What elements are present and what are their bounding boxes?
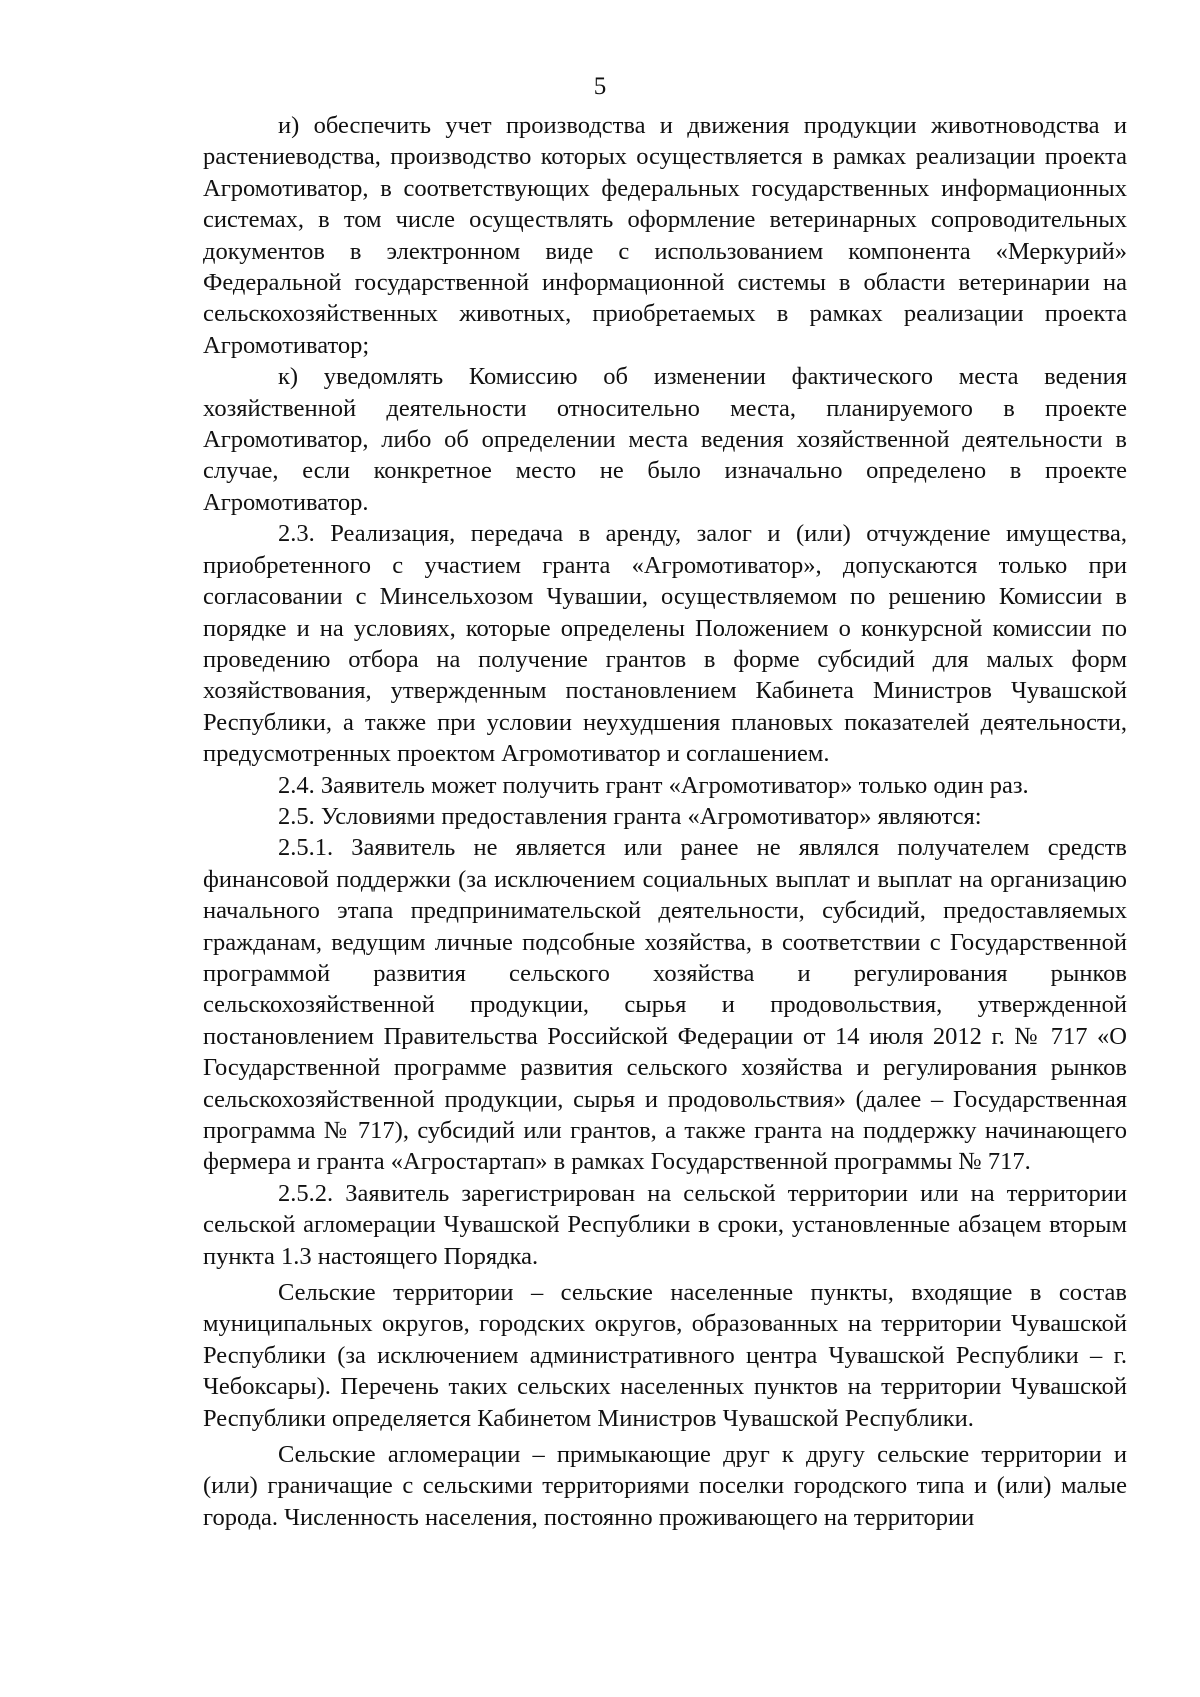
paragraph-2-3: 2.3. Реализация, передача в аренду, залог и (или) отчуждение имущества, приобретенного с участием гранта «Агромотиватор», допускаются только при согласовании с Минсельхозом Чувашии, осуществляемом по решению Комиссии в порядке и на условиях, которые определены Положением о конкурсной комиссии по проведению отбора на получение грантов в форме субсидий для малых форм хозяйствования, утвержденным постановлением Кабинета Министров Чувашской Республики, а также при условии неухудшения плановых показателей деятельности, предусмотренных проектом Агромотиватор и соглашением.	[203, 520, 1127, 768]
paragraph-k: к) уведомлять Комиссию об изменении фактического места ведения хозяйственной деятельности относительно места, планируемого в проекте Агромотиватор, либо об определении места ведения хозяйственной деятельности в случае, если конкретное место не было изначально определено в проекте Агромотиватор.	[203, 363, 1127, 516]
page-number: 5	[593, 73, 607, 100]
paragraph-2-5-1: 2.5.1. Заявитель не является или ранее не являлся получателем средств финансовой поддержки (за исключением социальных выплат и выплат на организацию начального этапа предпринимательской деятельности, субсидий, предоставляемых гражданам, ведущим личные подсобные хозяйства, в соответствии с Государственной программой развития сельского хозяйства и регулирования рынков сельскохозяйственной продукции, сырья и продовольствия, утвержденной постановлением Правительства Российской Федерации от 14 июля 2012 г. № 717 «О Государственной программе развития сельского хозяйства и регулирования рынков сельскохозяйственной продукции, сырья и продовольствия» (далее – Государственная программа № 717), субсидий или грантов, а также гранта на поддержку начинающего фермера и гранта «Агростартап» в рамках Государственной программы № 717.	[203, 834, 1127, 1176]
paragraph-2-5: 2.5. Условиями предоставления гранта «Агромотиватор» являются:	[278, 802, 982, 830]
paragraph-rural-agglomerations: Сельские агломерации – примыкающие друг к другу сельские территории и (или) граничащие с сельскими территориями поселки городского типа и (или) малые города. Численность населения, постоянно проживающего на территории	[203, 1441, 1127, 1531]
document-body	[203, 110, 1127, 1533]
paragraph-2-5-2: 2.5.2. Заявитель зарегистрирован на сельской территории или на территории сельской агломерации Чувашской Республики в сроки, установленные абзацем вторым пункта 1.3 настоящего Порядка.	[203, 1179, 1127, 1270]
paragraph-2-4: 2.4. Заявитель может получить грант «Агромотиватор» только один раз.	[278, 771, 1029, 799]
paragraph-i: и) обеспечить учет производства и движения продукции животноводства и растениеводства, производство которых осуществляется в рамках реализации проекта Агромотиватор, в соответствующих федеральных государственных информационных системах, в том числе осуществлять оформление ветеринарных сопроводительных документов в электронном виде с использованием компонента «Меркурий» Федеральной государственной информационной системы в области ветеринарии на сельскохозяйственных животных, приобретаемых в рамках реализации проекта Агромотиватор;	[203, 112, 1127, 359]
paragraph-rural-territories: Сельские территории – сельские населенные пункты, входящие в состав муниципальных округов, городских округов, образованных на территории Чувашской Республики (за исключением административного центра Чувашской Республики – г. Чебоксары). Перечень таких сельских населенных пунктов на территории Чувашской Республики определяется Кабинетом Министров Чувашской Республики.	[203, 1279, 1127, 1432]
